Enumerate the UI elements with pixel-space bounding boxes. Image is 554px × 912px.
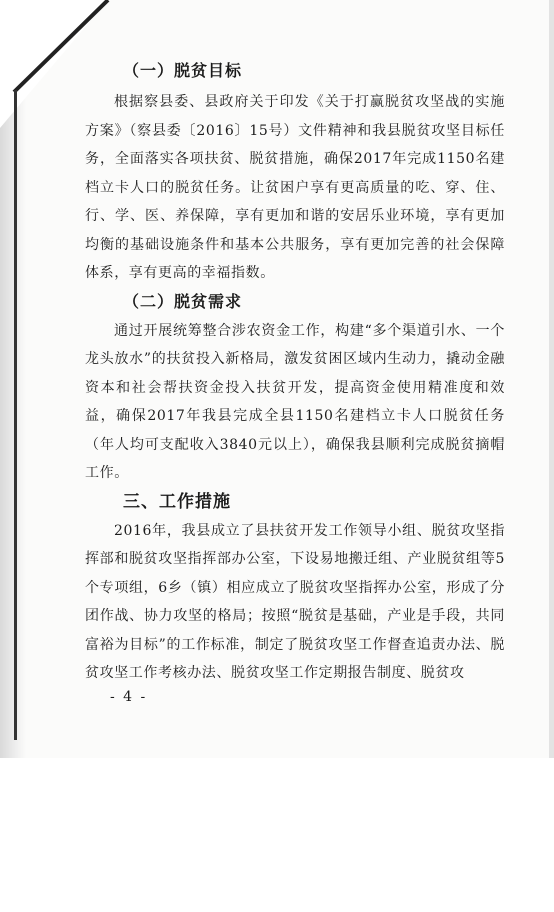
document-body xyxy=(85,60,505,688)
paragraph-poverty-demand: 通过开展统筹整合涉农资金工作，构建“多个渠道引水、一个龙头放水”的扶贫投入新格局，激发贫困区域内生动力，撬动金融资本和社会帮扶资金投入扶贫开发，提高资金使用精准度和效益，确保2017年我县完成全县1150名建档立卡人口脱贫任务（年人均可支配收入3840元以上），确保我县顺利完成脱贫摘帽工作。 xyxy=(85,322,505,481)
scan-left-edge xyxy=(14,90,17,740)
section-heading-poverty-demand: （二）脱贫需求 xyxy=(123,291,243,311)
scan-right-edge xyxy=(549,0,554,758)
section-heading-work-measures: 三、工作措施 xyxy=(123,491,231,512)
paragraph-work-measures: 2016年，我县成立了县扶贫开发工作领导小组、脱贫攻坚指挥部和脱贫攻坚指挥部办公室，下设易地搬迁组、产业脱贫组等5个专项组，6乡（镇）相应成立了脱贫攻坚指挥办公室，形成了分团作战、协力攻坚的格局；按照“脱贫是基础，产业是手段，共同富裕为目标”的工作标准，制定了脱贫攻坚工作督查追责办法、脱贫攻坚工作考核办法、脱贫攻坚工作定期报告制度、脱贫攻 xyxy=(85,522,505,681)
paragraph-poverty-goal: 根据察县委、县政府关于印发《关于打赢脱贫攻坚战的实施方案》（察县委〔2016〕15号）文件精神和我县脱贫攻坚目标任务，全面落实各项扶贫、脱贫措施，确保2017年完成1150名建档立卡人口的脱贫任务。让贫困户享有更高质量的吃、穿、住、行、学、医、养保障，享有更加和谐的安居乐业环境，享有更加均衡的基础设施条件和基本公共服务，享有更加完善的社会保障体系，享有更高的幸福指数。 xyxy=(85,94,505,281)
page-number: - 4 - xyxy=(110,689,148,705)
section-heading-poverty-goal: （一）脱贫目标 xyxy=(123,61,243,80)
